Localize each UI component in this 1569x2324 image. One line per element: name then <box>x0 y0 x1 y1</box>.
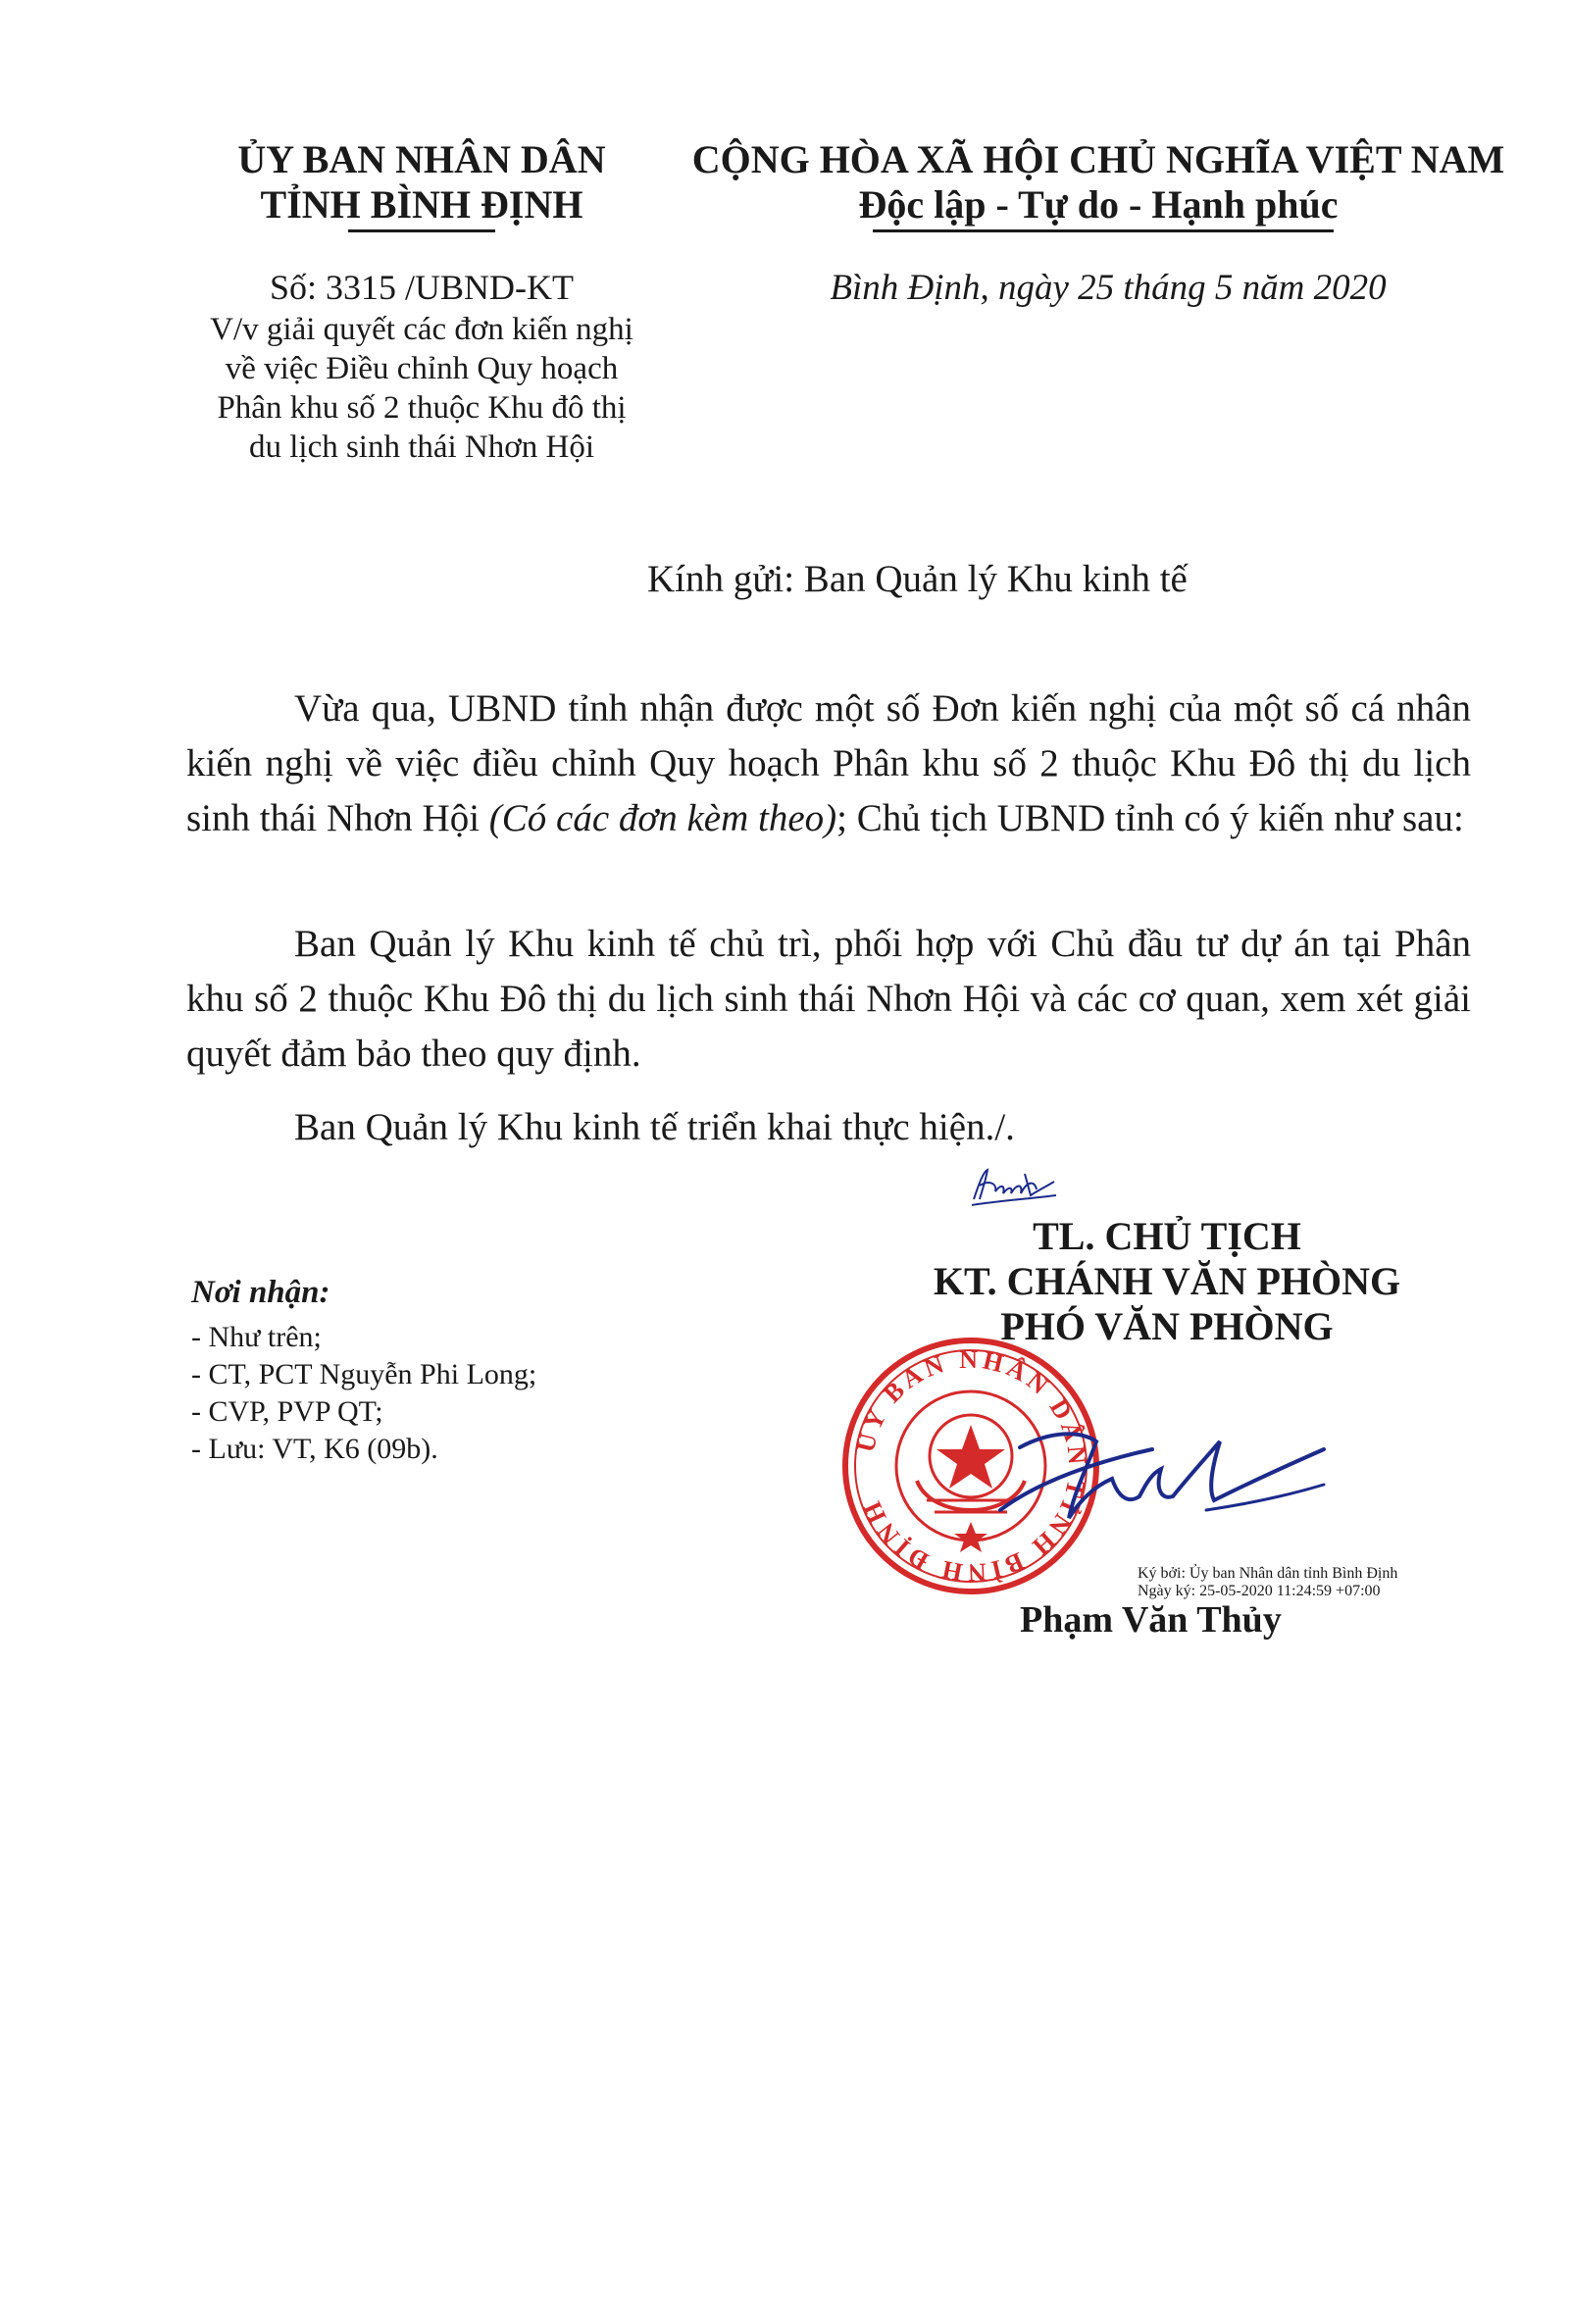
p2-text: Ban Quản lý Khu kinh tế chủ trì, phối hợp với Chủ đầu tư dự án tại Phân khu số 2 thuộc Khu Đô thị du lịch sinh thái Nhơn Hội và các cơ quan, xem xét giải quyết đảm bảo theo quy định. <box>186 923 1471 1075</box>
authority-line1: ỦY BAN NHÂN DÂN <box>237 137 606 181</box>
recipient-item: - CVP, PVP QT; <box>191 1395 383 1428</box>
recipient-item: - CT, PCT Nguyễn Phi Long; <box>191 1358 537 1390</box>
initial-mark <box>966 1162 1064 1211</box>
document-subject <box>167 310 677 467</box>
addressee: Kính gửi: Ban Quản lý Khu kinh tế <box>647 558 1188 600</box>
p1-italic: (Có các đơn kèm theo) <box>488 797 837 839</box>
country-name: CỘNG HÒA XÃ HỘI CHỦ NGHĨA VIỆT NAM <box>691 137 1505 181</box>
svg-text:UY BAN NHÂN DÂN TỈNH BÌNH ĐỊNH: UY BAN NHÂN DÂN TỈNH BÌNH ĐỊNH <box>850 1344 1092 1588</box>
signature-block <box>843 1214 1491 1349</box>
document-number: Số: 3315 /UBND-KT <box>269 268 574 307</box>
body-paragraph-1 <box>186 682 1471 846</box>
body-paragraph-3 <box>186 1100 1471 1155</box>
motto-underline <box>873 229 1334 232</box>
digital-signed-date: Ngày ký: 25-05-2020 11:24:59 +07:00 <box>1138 1583 1381 1599</box>
p1-text: Vừa qua, UBND tỉnh nhận được một số Đơn kiến nghị của một số cá nhân kiến nghị về việc điều chỉnh Quy hoạch Phân khu số 2 thuộc Khu Đô thị du lịch sinh thái Nhơn Hội <box>186 687 1471 839</box>
motto: Độc lập - Tự do - Hạnh phúc <box>858 182 1339 227</box>
signer-name: Phạm Văn Thủy <box>1020 1599 1282 1641</box>
subject-line: V/v giải quyết các đơn kiến nghị <box>210 312 633 347</box>
authority-line2: TỈNH BÌNH ĐỊNH <box>260 182 583 227</box>
national-motto <box>686 137 1510 227</box>
subject-line: Phân khu số 2 thuộc Khu đô thị <box>217 390 627 426</box>
body-paragraph-2 <box>186 917 1471 1082</box>
digital-signature-info <box>1138 1565 1530 1600</box>
p1-text-end: ; Chủ tịch UBND tỉnh có ý kiến như sau: <box>836 797 1464 839</box>
recipient-item: - Lưu: VT, K6 (09b). <box>191 1433 438 1465</box>
subject-line: về việc Điều chỉnh Quy hoạch <box>225 351 619 386</box>
signature-title-1: TL. CHỦ TỊCH <box>1033 1214 1301 1258</box>
handwritten-signature <box>981 1402 1334 1540</box>
signature-title-3: PHÓ VĂN PHÒNG <box>1000 1304 1334 1348</box>
issuing-authority <box>167 137 677 227</box>
recipient-item: - Như trên; <box>191 1321 322 1353</box>
recipients-list <box>191 1319 536 1468</box>
subject-line: du lịch sinh thái Nhơn Hội <box>248 429 594 465</box>
recipients-title: Nơi nhận: <box>191 1275 330 1310</box>
authority-underline <box>348 229 495 232</box>
signature-title-2: KT. CHÁNH VĂN PHÒNG <box>933 1259 1401 1303</box>
p3-text: Ban Quản lý Khu kinh tế triển khai thực hiện./. <box>294 1106 1015 1148</box>
digital-signed-by: Ký bởi: Ủy ban Nhân dân tỉnh Bình Định <box>1138 1565 1398 1582</box>
document-date: Bình Định, ngày 25 tháng 5 năm 2020 <box>830 268 1387 308</box>
